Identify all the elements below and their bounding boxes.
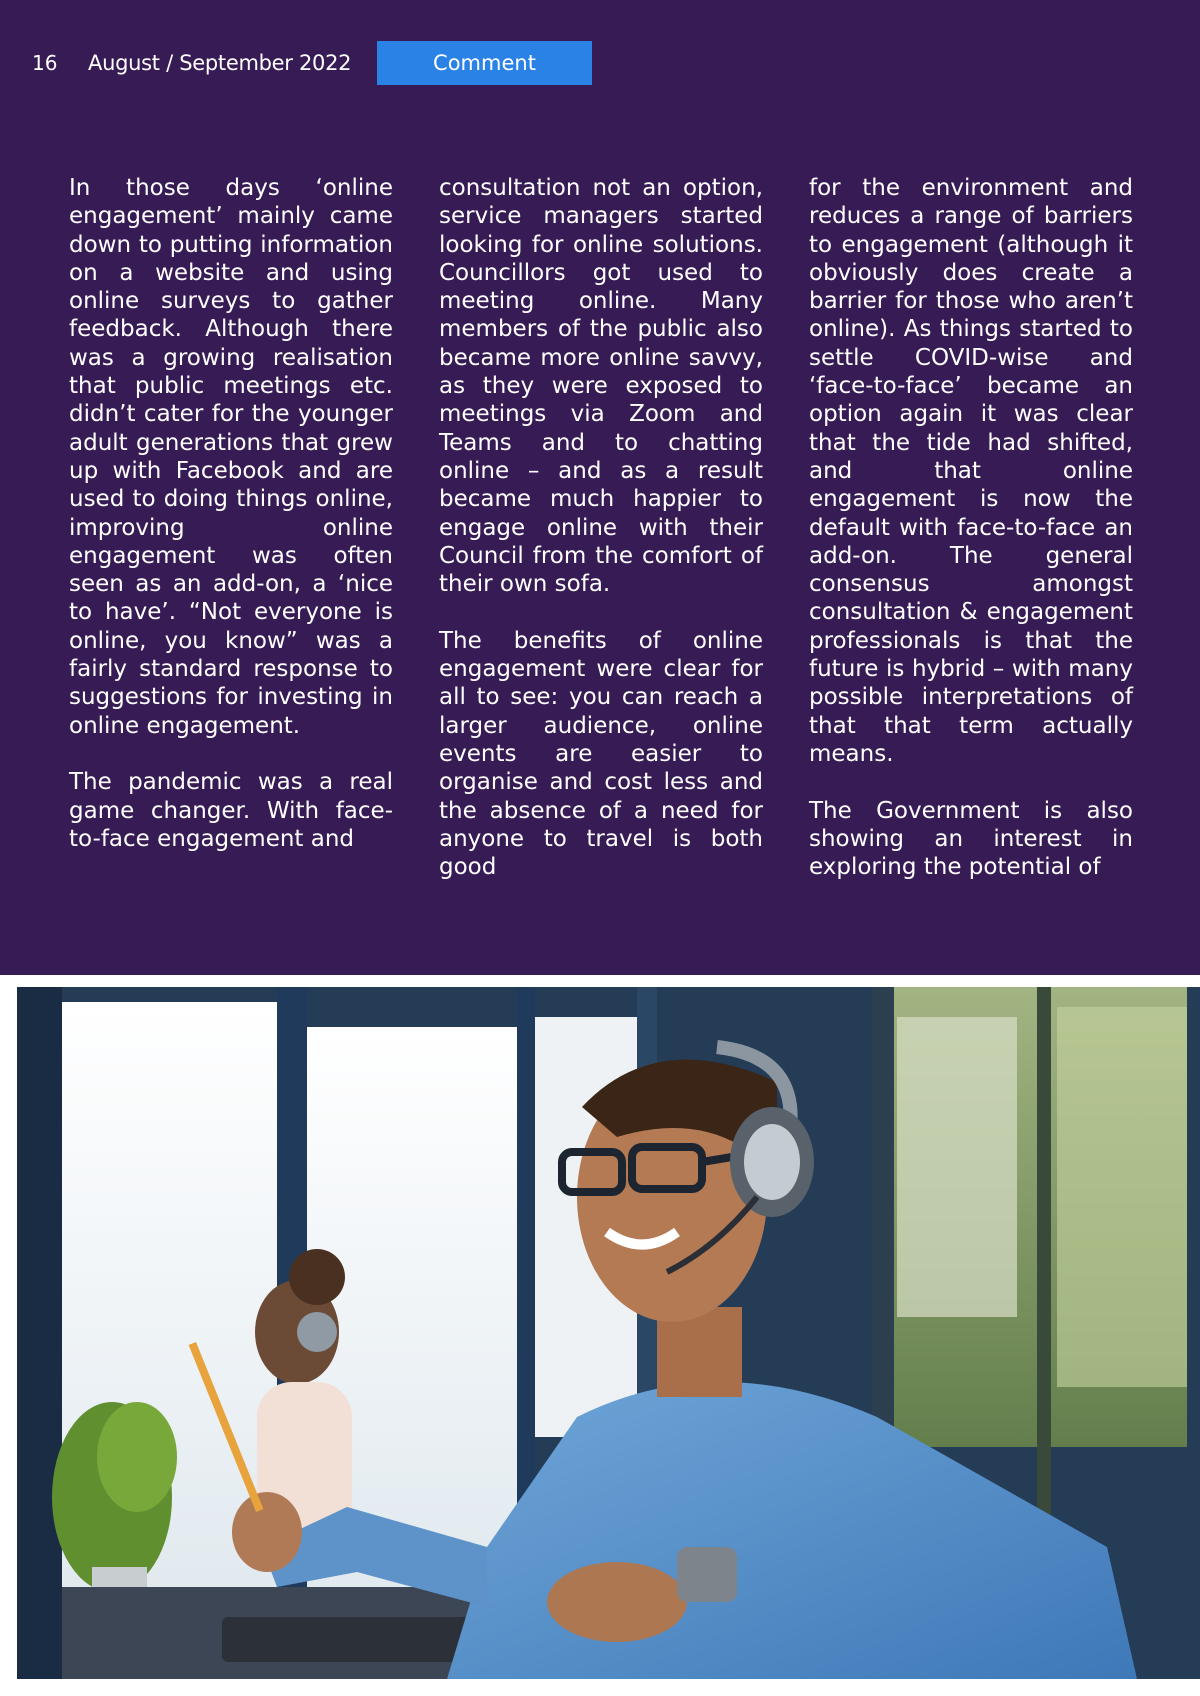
section-tag: Comment	[377, 41, 592, 85]
paragraph: The Government is also showing an interest in exploring the potential of	[809, 797, 1133, 881]
paragraph: consultation not an option, service managers started looking for online solutions. Councillors got used to meeting online. Many members of the public also became more online savvy, as they were exposed to meetings via Zoom and Teams and to chatting online – and as a result became much happier to engage online with their Council from the comfort of their own sofa.	[439, 175, 763, 598]
article-column-3	[809, 174, 1133, 881]
page-header	[0, 0, 1200, 130]
article-column-2	[439, 174, 763, 881]
paragraph: The pandemic was a real game changer. With face-to-face engagement and	[69, 769, 393, 852]
article-column-1	[69, 174, 393, 881]
call-centre-photo	[17, 987, 1200, 1679]
paragraph: In those days ‘online engagement’ mainly came down to putting information on a website and using online surveys to gather feedback. Although there was a growing realisation that public meetings etc. didn’t cater for the younger adult generations that grew up with Facebook and are used to doing things online, improving online engagement was often seen as an add-on, a ‘nice to have’. “Not everyone is online, you know” was a fairly standard response to suggestions for investing in online engagement.	[69, 175, 393, 739]
paragraph: for the environment and reduces a range of barriers to engagement (although it obviously does create a barrier for those who aren’t online). As things started to settle COVID-wise and ‘face-to-face’ became an option again it was clear that the tide had shifted, and that online engagement is now the default with face-to-face an add-on. The general consensus amongst consultation & engagement professionals is that the future is hybrid – with many possible interpretations of that that term actually means.	[809, 175, 1133, 767]
issue-date: August / September 2022	[88, 51, 352, 75]
paragraph: The benefits of online engagement were clear for all to see: you can reach a larger audience, online events are easier to organise and cost less and the absence of a need for anyone to travel is both good	[439, 627, 763, 881]
article-columns	[69, 174, 1133, 881]
page-number: 16	[32, 51, 58, 75]
photo-illustration	[17, 987, 1200, 1679]
